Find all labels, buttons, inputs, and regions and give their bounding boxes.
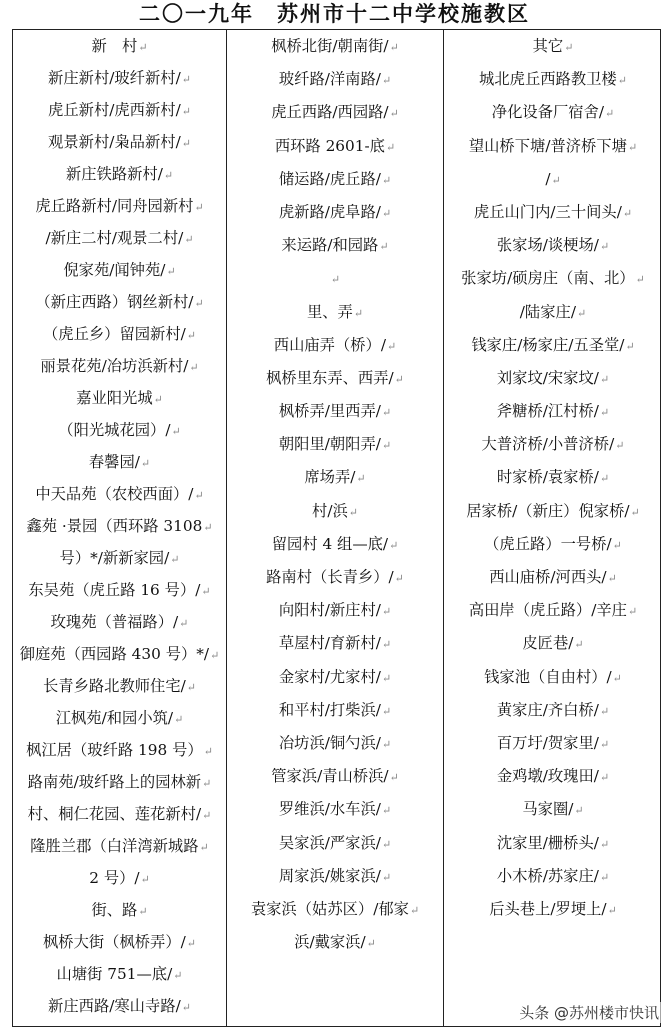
table-cell [227, 727, 443, 760]
table-cell [444, 793, 662, 826]
cell-text: 百万圩/贺家里/ [496, 733, 599, 752]
paragraph-mark-icon: ↵ [630, 505, 640, 519]
table-cell [227, 893, 443, 926]
paragraph-mark-icon: ↵ [599, 472, 610, 486]
paragraph-mark-icon: ↵ [166, 265, 176, 278]
paragraph-mark-icon: ↵ [356, 472, 366, 486]
paragraph-mark-icon: ↵ [599, 240, 610, 254]
paragraph-mark-icon: ↵ [574, 638, 584, 652]
cell-text: 长青乡路北教师住宅/ [42, 677, 186, 695]
cell-text: 席场弄/ [304, 468, 356, 487]
table-cell [227, 163, 443, 196]
paragraph-mark-icon: ↵ [199, 841, 209, 854]
table-cell [444, 395, 662, 428]
table-cell [227, 661, 443, 694]
paragraph-mark-icon: ↵ [140, 457, 151, 470]
column-new-villages [13, 30, 227, 1026]
table-cell [227, 96, 443, 129]
cell-text: 张家坊/硕房庄（南、北） [461, 269, 635, 288]
paragraph-mark-icon: ↵ [330, 273, 341, 287]
cell-text: 张家场/谈梗场/ [496, 236, 599, 255]
column-streets-lanes-villages [227, 30, 444, 1026]
paragraph-mark-icon: ↵ [564, 41, 574, 54]
table-cell [13, 254, 226, 286]
paragraph-mark-icon: ↵ [551, 173, 561, 187]
paragraph-mark-icon: ↵ [186, 937, 197, 950]
paragraph-mark-icon: ↵ [348, 505, 358, 519]
table-cell [227, 63, 443, 96]
paragraph-mark-icon: ↵ [203, 745, 213, 758]
cell-text: 新庄铁路新村/ [65, 165, 163, 183]
cell-text: 管家浜/青山桥浜/ [271, 767, 389, 786]
table-cell [227, 793, 443, 826]
cell-text: 嘉业阳光城 [76, 389, 153, 407]
paragraph-mark-icon: ↵ [194, 489, 204, 502]
cell-text: 春馨园/ [88, 453, 140, 471]
paragraph-mark-icon: ↵ [389, 771, 399, 785]
cell-text: 后头巷上/罗埂上/ [489, 899, 607, 918]
cell-text: / [545, 169, 551, 188]
table-cell [13, 286, 226, 318]
paragraph-mark-icon: ↵ [389, 538, 399, 552]
paragraph-mark-icon: ↵ [381, 737, 392, 751]
paragraph-mark-icon: ↵ [394, 372, 404, 386]
cell-text: 高田岸（虎丘路）/辛庄 [468, 601, 627, 620]
table-cell [227, 860, 443, 893]
cell-text: 黄家庄/齐白桥/ [496, 700, 599, 719]
table-cell [227, 428, 443, 461]
paragraph-mark-icon: ↵ [194, 297, 204, 310]
table-cell [444, 594, 662, 627]
cell-text: /新庄二村/观景二村/ [45, 229, 184, 247]
table-cell [444, 661, 662, 694]
cell-text: 虎丘西路/西园路/ [271, 103, 389, 122]
paragraph-mark-icon: ↵ [181, 1001, 191, 1014]
paragraph-mark-icon: ↵ [381, 671, 392, 685]
paragraph-mark-icon: ↵ [202, 777, 212, 790]
table-cell [227, 926, 443, 959]
table-cell [444, 760, 662, 793]
cell-text: 金鸡墩/玫瑰田/ [496, 767, 599, 786]
paragraph-mark-icon: ↵ [381, 837, 392, 851]
table-cell [13, 446, 226, 478]
paragraph-mark-icon: ↵ [381, 605, 392, 619]
table-cell [444, 30, 662, 63]
table-cell [444, 528, 662, 561]
table-cell [444, 893, 662, 926]
cell-text: 倪家苑/闻钟苑/ [63, 261, 166, 279]
paragraph-mark-icon: ↵ [612, 671, 622, 685]
paragraph-mark-icon: ↵ [599, 771, 610, 785]
paragraph-mark-icon: ↵ [353, 306, 364, 320]
paragraph-mark-icon: ↵ [186, 329, 197, 342]
cell-text: 城北虎丘西路教卫楼 [479, 70, 617, 89]
cell-text: 朝阳里/朝阳弄/ [278, 435, 381, 454]
cell-text: 村、桐仁花园、莲花新村/ [27, 805, 202, 823]
cell-text: 钱家池（自由村）/ [484, 667, 612, 686]
table-cell [13, 158, 226, 190]
table-cell [227, 528, 443, 561]
table-cell [444, 561, 662, 594]
cell-text: /陆家庄/ [519, 302, 576, 321]
paragraph-mark-icon: ↵ [170, 553, 180, 566]
paragraph-mark-icon: ↵ [612, 538, 622, 552]
cell-text: 西山庙桥/河西头/ [489, 568, 607, 586]
cell-text: 居家桥/（新庄）倪家桥/ [466, 501, 630, 520]
table-cell [13, 478, 226, 510]
table-cell [444, 229, 662, 262]
table-cell [13, 830, 226, 862]
paragraph-mark-icon: ↵ [627, 140, 638, 154]
paragraph-mark-icon: ↵ [625, 339, 635, 353]
table-cell [13, 798, 226, 830]
cell-text: 东吴苑（虎丘路 16 号）/ [28, 581, 201, 599]
table-cell [227, 594, 443, 627]
cell-text: 街、路 [91, 901, 138, 919]
table-cell [444, 461, 662, 494]
paragraph-mark-icon: ↵ [153, 393, 163, 406]
table-cell [13, 958, 226, 990]
paragraph-mark-icon: ↵ [599, 372, 610, 386]
table-cell [227, 229, 443, 262]
paragraph-mark-icon: ↵ [574, 804, 584, 818]
paragraph-mark-icon: ↵ [576, 306, 587, 320]
cell-text: 玻纤路/洋南路/ [278, 70, 381, 89]
paragraph-mark-icon: ↵ [181, 73, 191, 86]
table-cell [13, 62, 226, 94]
cell-text: 沈家里/栅桥头/ [496, 833, 599, 852]
cell-text: 新庄新村/玻纤新村/ [48, 69, 181, 87]
cell-text: 江枫苑/和园小筑/ [55, 709, 174, 727]
table-cell [444, 694, 662, 727]
paragraph-mark-icon: ↵ [181, 105, 191, 118]
paragraph-mark-icon: ↵ [389, 41, 399, 54]
paragraph-mark-icon: ↵ [607, 572, 617, 585]
paragraph-mark-icon: ↵ [409, 903, 420, 917]
paragraph-mark-icon: ↵ [201, 585, 211, 598]
table-cell [227, 329, 443, 362]
paragraph-mark-icon: ↵ [173, 969, 183, 982]
table-cell [13, 510, 226, 542]
cell-text: 钱家庄/杨家庄/五圣堂/ [471, 335, 625, 354]
paragraph-mark-icon: ↵ [599, 406, 610, 420]
table-cell [13, 126, 226, 158]
table-cell [227, 296, 443, 329]
table-cell [13, 606, 226, 638]
cell-text: （阳光城花园）/ [58, 421, 171, 439]
cell-text: 枫桥弄/里西弄/ [278, 402, 381, 421]
cell-text: 西环路 2601-底 [274, 136, 385, 155]
cell-text: 枫桥北街/朝南街/ [271, 37, 389, 55]
table-cell [13, 734, 226, 766]
table-cell [227, 262, 443, 295]
source-watermark: 头条 @苏州楼市快讯 [519, 1004, 659, 1022]
cell-text: 2 号）/ [89, 869, 140, 887]
table-cell [13, 94, 226, 126]
table-cell [13, 414, 226, 446]
table-cell [13, 350, 226, 382]
paragraph-mark-icon: ↵ [387, 339, 397, 353]
cell-text: 袁家浜（姑苏区）/郁家 [250, 899, 409, 918]
cell-text: 草屋村/育新村/ [278, 634, 381, 653]
catchment-table [12, 29, 661, 1027]
cell-text: 冶坊浜/铜勺浜/ [278, 733, 381, 752]
cell-text: 净化设备厂宿舍/ [491, 103, 604, 122]
cell-text: 刘家坟/宋家坟/ [496, 368, 599, 387]
table-cell [444, 96, 662, 129]
table-cell [13, 318, 226, 350]
paragraph-mark-icon: ↵ [394, 572, 404, 585]
paragraph-mark-icon: ↵ [615, 439, 625, 453]
cell-text: 皮匠巷/ [522, 634, 574, 653]
cell-text: 和平村/打柴浜/ [278, 700, 381, 719]
table-cell [13, 990, 226, 1022]
table-cell [227, 130, 443, 163]
paragraph-mark-icon: ↵ [186, 681, 197, 694]
cell-text: 山塘街 751—底/ [56, 965, 173, 983]
cell-text: 里、弄 [306, 302, 353, 321]
table-cell [227, 362, 443, 395]
paragraph-mark-icon: ↵ [174, 713, 184, 726]
table-cell [13, 894, 226, 926]
table-cell [444, 163, 662, 196]
paragraph-mark-icon: ↵ [389, 107, 399, 121]
cell-text: （新庄西路）钢丝新村/ [35, 293, 194, 311]
paragraph-mark-icon: ↵ [381, 206, 392, 220]
paragraph-mark-icon: ↵ [381, 638, 392, 652]
table-cell [13, 862, 226, 894]
table-cell [444, 727, 662, 760]
table-cell [227, 196, 443, 229]
cell-text: 虎丘新村/虎西新村/ [48, 101, 181, 119]
cell-text: 枫桥大街（枫桥弄）/ [42, 933, 186, 951]
paragraph-mark-icon: ↵ [163, 169, 174, 182]
cell-text: 枫桥里东弄、西弄/ [266, 368, 394, 387]
cell-text: 中天品苑（农校西面）/ [35, 485, 194, 503]
paragraph-mark-icon: ↵ [379, 240, 389, 254]
cell-text: 虎丘路新村/同舟园新村 [35, 197, 194, 215]
paragraph-mark-icon: ↵ [138, 905, 148, 918]
paragraph-mark-icon: ↵ [385, 140, 396, 154]
paragraph-mark-icon: ↵ [184, 233, 194, 246]
table-cell [227, 561, 443, 594]
cell-text: 金家村/尤家村/ [278, 667, 381, 686]
cell-text: 小木桥/苏家庄/ [496, 866, 599, 885]
paragraph-mark-icon: ↵ [607, 903, 617, 917]
cell-text: 周家浜/姚家浜/ [278, 866, 381, 885]
paragraph-mark-icon: ↵ [617, 74, 627, 88]
cell-text: 斧糖桥/江村桥/ [496, 402, 599, 421]
cell-text: 玫瑰苑（普福路）/ [50, 613, 179, 631]
paragraph-mark-icon: ↵ [203, 521, 213, 534]
cell-text: 大普济桥/小普济桥/ [481, 435, 615, 454]
table-cell [13, 542, 226, 574]
paragraph-mark-icon: ↵ [381, 439, 392, 453]
table-cell [227, 30, 443, 63]
paragraph-mark-icon: ↵ [381, 704, 392, 718]
cell-text: 储运路/虎丘路/ [278, 169, 381, 188]
table-cell [13, 702, 226, 734]
cell-text: 向阳村/新庄村/ [278, 601, 381, 620]
cell-text: 虎新路/虎阜路/ [278, 202, 381, 221]
paragraph-mark-icon: ↵ [138, 41, 148, 54]
table-cell [227, 827, 443, 860]
table-cell [227, 694, 443, 727]
cell-text: 鑫苑 ·景园（西环路 3108 [26, 517, 203, 535]
paragraph-mark-icon: ↵ [381, 173, 392, 187]
cell-text: 罗维浜/水车浜/ [278, 800, 381, 819]
column-others [444, 30, 662, 1026]
paragraph-mark-icon: ↵ [381, 804, 392, 818]
table-cell [444, 627, 662, 660]
paragraph-mark-icon: ↵ [599, 737, 610, 751]
cell-text: 路南苑/玻纤路上的园林新 [27, 773, 202, 791]
cell-text: 留园村 4 组—底/ [271, 534, 389, 553]
paragraph-mark-icon: ↵ [599, 704, 610, 718]
cell-text: 号）*/新新家园/ [59, 549, 170, 567]
paragraph-mark-icon: ↵ [635, 273, 645, 287]
cell-text: 枫江居（玻纤路 198 号） [26, 741, 203, 759]
cell-text: （虎丘路）一号桥/ [484, 534, 612, 553]
table-cell [444, 130, 662, 163]
cell-text: 浜/戴家浜/ [294, 933, 366, 952]
paragraph-mark-icon: ↵ [366, 937, 376, 951]
table-cell [13, 190, 226, 222]
paragraph-mark-icon: ↵ [381, 870, 392, 884]
table-cell [444, 329, 662, 362]
page-title: 二〇一九年 苏州市十二中学校施教区 [139, 1, 530, 26]
cell-text: 新庄西路/寒山寺路/ [48, 997, 181, 1015]
paragraph-mark-icon: ↵ [627, 605, 638, 619]
cell-text: 吴家浜/严家浜/ [278, 833, 381, 852]
paragraph-mark-icon: ↵ [194, 201, 204, 214]
paragraph-mark-icon: ↵ [210, 649, 220, 662]
table-cell [444, 296, 662, 329]
cell-text: 西山庙弄（桥）/ [273, 335, 386, 354]
paragraph-mark-icon: ↵ [599, 837, 610, 851]
table-cell [227, 627, 443, 660]
cell-text: 马家圈/ [522, 800, 574, 819]
cell-text: 隆胜兰郡（白洋湾新城路 [30, 837, 199, 855]
paragraph-mark-icon: ↵ [605, 107, 615, 121]
cell-text: 来运路/和园路 [281, 236, 379, 255]
cell-text: 御庭苑（西园路 430 号）*/ [19, 645, 210, 663]
cell-text: 望山桥下塘/普济桥下塘 [468, 136, 627, 155]
paragraph-mark-icon: ↵ [622, 206, 633, 220]
cell-text: 新 村 [91, 37, 138, 55]
cell-text: 村/浜 [312, 501, 348, 520]
table-cell [444, 262, 662, 295]
table-cell [227, 461, 443, 494]
paragraph-mark-icon: ↵ [599, 870, 610, 884]
table-cell [227, 760, 443, 793]
paragraph-mark-icon: ↵ [181, 137, 191, 150]
table-cell [444, 860, 662, 893]
table-cell [227, 395, 443, 428]
paragraph-mark-icon: ↵ [381, 406, 392, 420]
table-cell [13, 766, 226, 798]
paragraph-mark-icon: ↵ [381, 74, 392, 88]
cell-text: 其它 [532, 37, 564, 55]
table-cell [13, 574, 226, 606]
cell-text: 时家桥/袁家桥/ [496, 468, 599, 487]
table-cell [13, 222, 226, 254]
cell-text: 观景新村/枭品新村/ [48, 133, 181, 151]
table-cell [13, 382, 226, 414]
table-cell [444, 428, 662, 461]
table-cell [13, 926, 226, 958]
table-cell [444, 495, 662, 528]
table-cell [444, 362, 662, 395]
paragraph-mark-icon: ↵ [179, 617, 189, 630]
paragraph-mark-icon: ↵ [171, 425, 181, 438]
table-cell [444, 196, 662, 229]
cell-text: 路南村（长青乡）/ [266, 568, 394, 586]
table-cell [227, 495, 443, 528]
paragraph-mark-icon: ↵ [189, 361, 199, 374]
table-cell [13, 638, 226, 670]
paragraph-mark-icon: ↵ [202, 809, 212, 822]
cell-text: 虎丘山门内/三十间头/ [473, 202, 622, 221]
table-cell [13, 30, 226, 62]
cell-text: 丽景花苑/冶坊浜新村/ [40, 357, 189, 375]
cell-text: （虎丘乡）留园新村/ [42, 325, 186, 343]
paragraph-mark-icon: ↵ [140, 873, 150, 886]
table-cell [13, 670, 226, 702]
table-cell [444, 827, 662, 860]
table-cell [444, 63, 662, 96]
